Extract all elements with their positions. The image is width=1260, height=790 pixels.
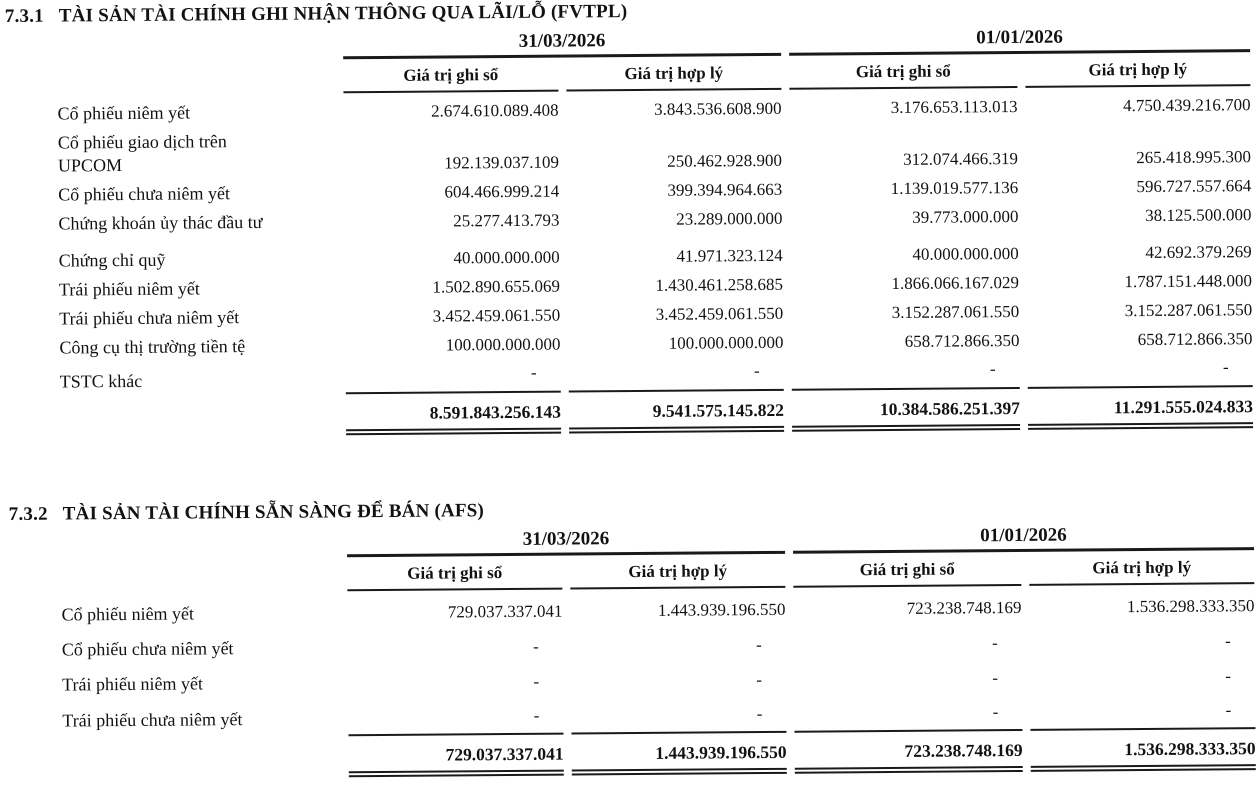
cell-value: - — [794, 695, 1022, 733]
row-label: Công cụ thị trường tiền tệ — [59, 336, 246, 358]
cell-value: 1.502.890.655.069 — [432, 276, 561, 297]
cell-value: 250.462.928.900 — [667, 150, 783, 171]
table-total-row — [11, 738, 1260, 776]
cell-value: 729.037.337.041 — [447, 601, 563, 622]
column-header: Giá trị hợp lý — [1025, 57, 1250, 88]
table-total-row — [8, 396, 1260, 434]
cell-value: 192.139.037.109 — [444, 152, 560, 173]
column-header-row — [9, 555, 1260, 594]
cell-value: 38.125.500.000 — [1145, 205, 1252, 225]
cell-value: - — [571, 697, 786, 735]
cell-value: 723.238.748.169 — [906, 597, 1022, 618]
cell-value: 1.866.066.167.029 — [891, 272, 1020, 293]
cell-value: 25.277.413.793 — [453, 210, 560, 231]
cell-value: 1.787.151.448.000 — [1124, 271, 1253, 292]
cell-value: 23.289.000.000 — [676, 208, 783, 229]
row-label: Cổ phiếu chưa niêm yết — [61, 638, 234, 660]
column-header: Giá trị ghi sổ — [793, 557, 1021, 588]
fvtpl-table — [5, 25, 1260, 434]
cell-value: 1.139.019.577.136 — [890, 177, 1019, 198]
row-label: Cổ phiếu chưa niêm yết — [58, 183, 231, 205]
total-label-spacer — [11, 773, 341, 776]
total-value: 729.037.337.041 — [349, 744, 564, 774]
total-value: 723.238.748.169 — [795, 740, 1023, 770]
cell-value: 1.430.461.258.685 — [655, 274, 784, 295]
row-label: TSTC khác — [59, 370, 143, 392]
cell-value: 2.674.610.089.408 — [431, 100, 559, 121]
section-number: 7.3.1 — [4, 5, 44, 27]
column-header: Giá trị hợp lý — [570, 559, 785, 590]
cell-value: 42.692.379.269 — [1145, 242, 1252, 262]
cell-value: - — [792, 355, 1020, 391]
cell-value: 3.452.459.061.550 — [432, 305, 561, 326]
cell-value: - — [1030, 693, 1255, 731]
section-heading-afs — [9, 494, 1260, 526]
cell-value: 658.712.866.350 — [1137, 329, 1253, 350]
cell-value: 312.074.466.319 — [903, 148, 1019, 169]
total-label-spacer — [8, 431, 338, 434]
cell-value: 100.000.000.000 — [445, 334, 561, 355]
cell-value: 3.452.459.061.550 — [655, 303, 784, 324]
cell-value: 40.000.000.000 — [453, 247, 560, 268]
cell-value: 4.750.439.216.700 — [1122, 95, 1251, 116]
row-label: Chứng khoán ủy thác đầu tư — [58, 211, 263, 234]
row-label: Cổ phiếu giao dịch trên UPCOM — [57, 131, 227, 176]
row-label: Trái phiếu niêm yết — [58, 278, 200, 300]
total-value: 1.536.298.333.350 — [1031, 738, 1256, 768]
column-header: Giá trị ghi sổ — [343, 63, 558, 94]
row-label: Trái phiếu chưa niêm yết — [62, 709, 243, 731]
cell-value: 39.773.000.000 — [912, 206, 1019, 227]
afs-table — [9, 523, 1260, 776]
cell-value: 1.443.939.196.550 — [657, 599, 786, 620]
section-afs — [9, 494, 1260, 776]
cell-value: 41.971.323.124 — [676, 245, 783, 266]
column-header: Giá trị ghi sổ — [789, 59, 1017, 90]
table-row — [6, 119, 1258, 181]
column-header: Giá trị hợp lý — [566, 61, 781, 92]
cell-value: 604.466.999.214 — [444, 181, 560, 202]
cell-value: 100.000.000.000 — [668, 332, 784, 353]
row-label: Trái phiếu chưa niêm yết — [59, 307, 240, 329]
fvtpl-table-body — [5, 90, 1260, 434]
column-group-header-row — [5, 25, 1257, 62]
cell-value: 3.152.287.061.550 — [891, 301, 1020, 322]
total-value: 1.443.939.196.550 — [572, 742, 787, 772]
cell-value: - — [533, 636, 539, 656]
total-value: 9.541.575.145.822 — [569, 400, 784, 430]
cell-value: - — [992, 668, 999, 688]
section-number: 7.3.2 — [8, 503, 48, 525]
column-group-date: 01/01/2026 — [789, 25, 1250, 56]
column-group-date: 01/01/2026 — [793, 523, 1254, 554]
total-value: 11.291.555.024.833 — [1028, 396, 1253, 426]
cell-value: - — [756, 670, 763, 690]
cell-value: 658.712.866.350 — [904, 330, 1020, 351]
row-label: Chứng chỉ quỹ — [58, 249, 166, 271]
column-header-row — [5, 57, 1257, 96]
cell-value: - — [533, 671, 540, 691]
column-group-header-row — [9, 523, 1260, 560]
section-title: TÀI SẢN TÀI CHÍNH SẴN SÀNG ĐỂ BÁN (AFS) — [62, 500, 485, 525]
cell-value: - — [756, 635, 762, 655]
cell-value: - — [1225, 666, 1232, 686]
cell-value: - — [1225, 631, 1231, 651]
total-value: 8.591.843.256.143 — [346, 402, 561, 432]
cell-value: 3.176.653.113.013 — [890, 96, 1018, 117]
cell-value: 596.727.557.664 — [1136, 176, 1252, 197]
section-fvtpl — [5, 0, 1260, 434]
column-group-date: 31/03/2026 — [343, 29, 781, 59]
section-title: TÀI SẢN TÀI CHÍNH GHI NHẬN THÔNG QUA LÃI/LỖ (FVTPL) — [58, 1, 628, 27]
column-header: Giá trị hợp lý — [1029, 555, 1254, 586]
cell-value: 3.152.287.061.550 — [1124, 300, 1253, 321]
cell-value: 265.418.995.300 — [1136, 147, 1252, 168]
cell-value: - — [346, 359, 561, 395]
cell-value: 1.536.298.333.350 — [1126, 596, 1255, 617]
cell-value: 3.843.536.608.900 — [654, 98, 782, 119]
cell-value: - — [1028, 353, 1253, 389]
row-label: Trái phiếu niêm yết — [62, 673, 203, 695]
column-group-date: 31/03/2026 — [347, 527, 785, 557]
row-label: Cổ phiếu niêm yết — [61, 603, 195, 625]
cell-value: - — [992, 633, 998, 653]
section-heading-fvtpl — [5, 0, 1257, 28]
row-label: Cổ phiếu niêm yết — [57, 102, 191, 124]
total-value: 10.384.586.251.397 — [792, 398, 1020, 428]
afs-table-body — [9, 588, 1260, 776]
cell-value: - — [569, 357, 784, 393]
cell-value: - — [348, 699, 563, 737]
column-header: Giá trị ghi sổ — [347, 561, 562, 592]
cell-value: 399.394.964.663 — [667, 179, 783, 200]
cell-value: 40.000.000.000 — [912, 243, 1019, 264]
